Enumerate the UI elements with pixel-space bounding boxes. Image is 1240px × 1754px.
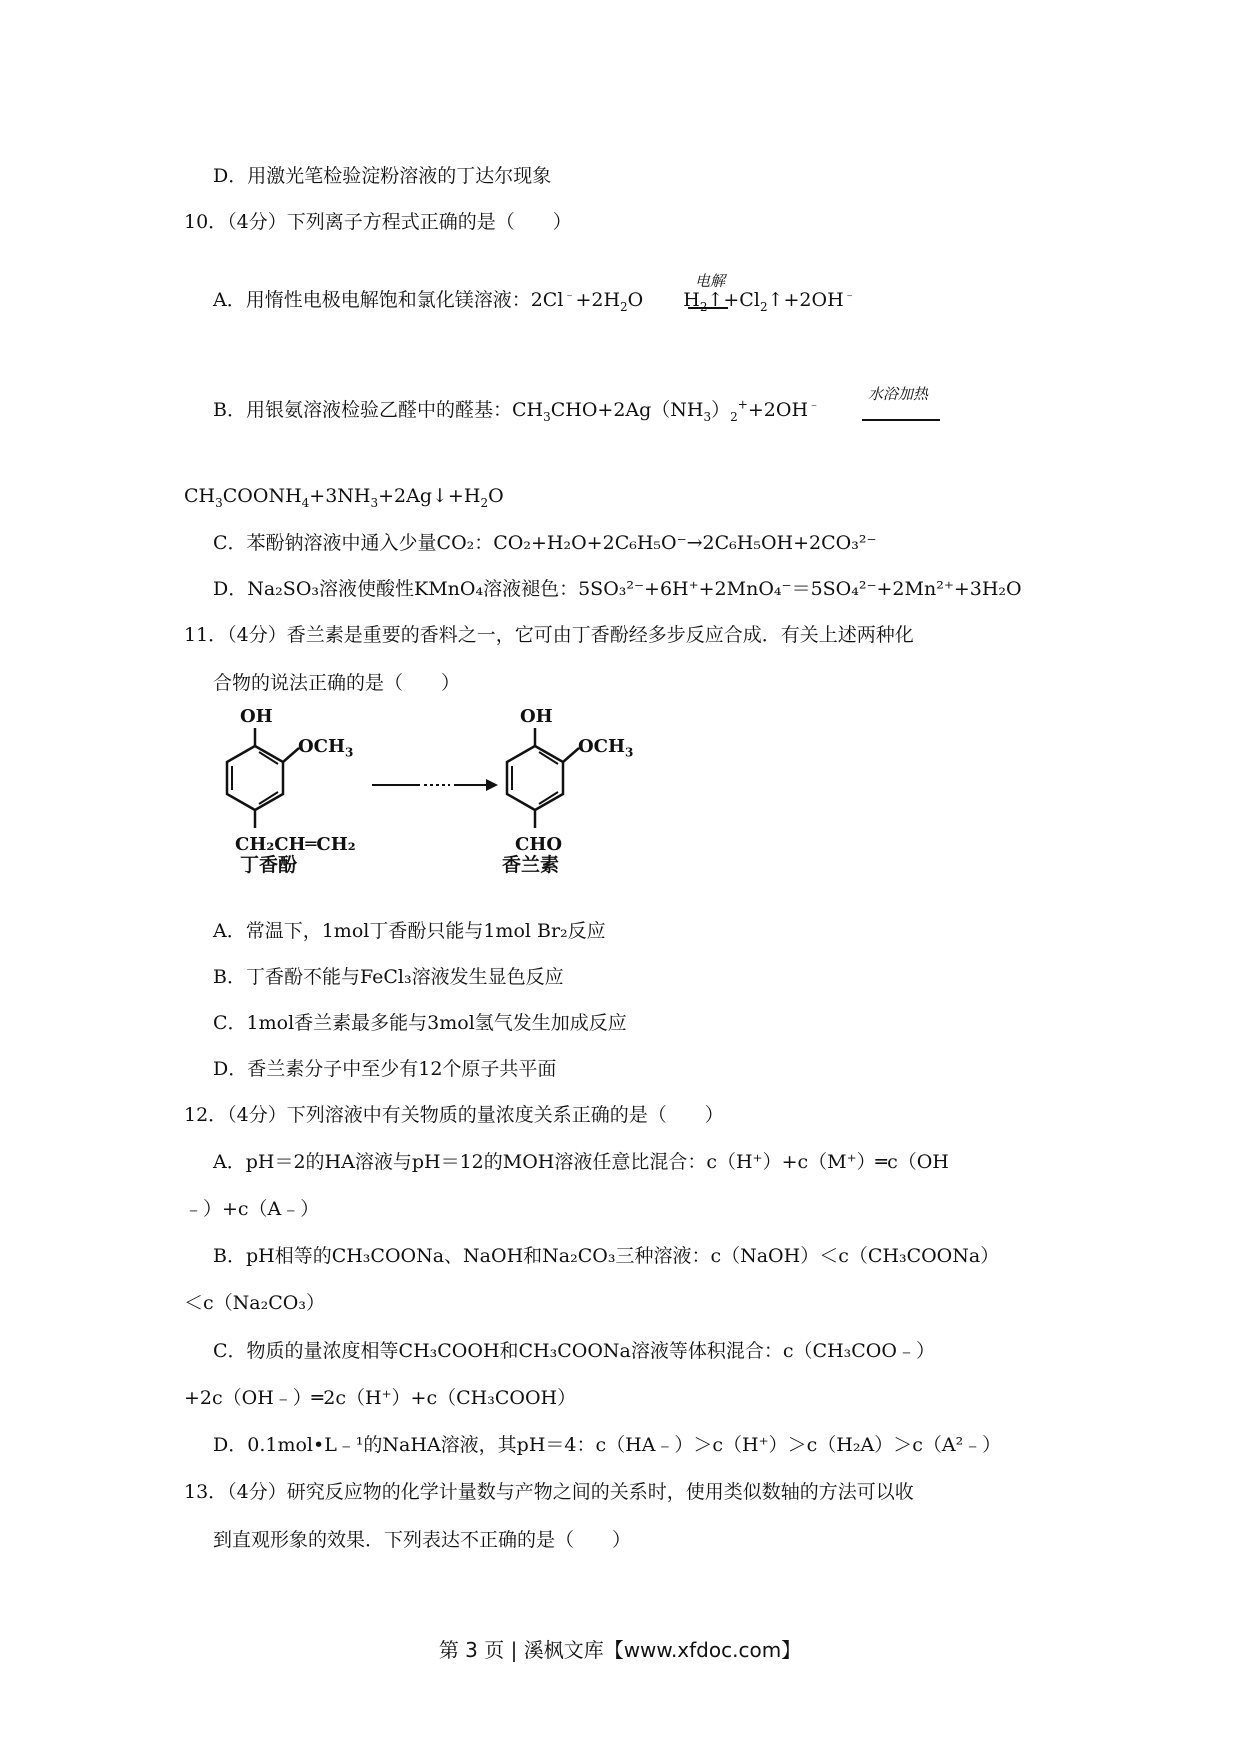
eugenol-oh-label: OH (240, 706, 273, 727)
q10-option-c: C．苯酚钠溶液中通入少量CO₂：CO₂+H₂O+2C₆H₅O⁻→2C₆H₅OH+2CO₃²⁻ (213, 532, 877, 554)
q13-stem-2: 到直观形象的效果．下列表达不正确的是（ ） (213, 1529, 632, 1551)
q12-option-b-line2: ＜c（Na₂CO₃） (184, 1292, 325, 1314)
q13-stem-1: 13．（4分）研究反应物的化学计量数与产物之间的关系时，使用类似数轴的方法可以收 (184, 1481, 914, 1503)
q11-stem-2: 合物的说法正确的是（ ） (213, 672, 461, 694)
vanillin-chain-label: CHO (515, 834, 563, 855)
q11-stem-1: 11．（4分）香兰素是重要的香料之一，它可由丁香酚经多步反应合成．有关上述两种化 (184, 624, 914, 646)
vanillin-oh-label: OH (520, 706, 553, 727)
q12-option-c-line1: C．物质的量浓度相等CH₃COOH和CH₃COONa溶液等体积混合：c（CH₃COO﹣） (213, 1340, 935, 1362)
q11-option-b: B．丁香酚不能与FeCl₃溶液发生显色反应 (213, 966, 564, 988)
eugenol-och3-label: $OCH_3$ (298, 736, 354, 760)
q11-option-a: A．常温下，1mol丁香酚只能与1mol Br₂反应 (213, 920, 606, 942)
page-footer: 第 3 页 | 溪枫文库【www.xfdoc.com】 (438, 1638, 802, 1662)
q10-stem: 10．（4分）下列离子方程式正确的是（ ） (184, 211, 572, 233)
q11-option-d: D．香兰素分子中至少有12个原子共平面 (213, 1058, 557, 1080)
q12-option-b-line1: B．pH相等的CH₃COONa、NaOH和Na₂CO₃三种溶液：c（NaOH）＜c（CH₃COONa） (213, 1245, 1000, 1267)
q12-option-a-line2: ﹣）+c（A﹣） (184, 1198, 320, 1220)
eugenol-chain-label: CH₂CH═CH₂ (235, 834, 356, 855)
q10-option-d: D．Na₂SO₃溶液使酸性KMnO₄溶液褪色：5SO₃²⁻+6H⁺+2MnO₄⁻＝5SO₄²⁻+2Mn²⁺+3H₂O (213, 578, 1022, 600)
vanillin-och3-label: $OCH_3$ (578, 736, 634, 760)
q12-stem: 12．（4分）下列溶液中有关物质的量浓度关系正确的是（ ） (184, 1104, 724, 1126)
q10-option-a: A．用惰性电极电解饱和氯化镁溶液：$2Cl^﹣+2H_2O$ $H_2↑+Cl_2↑+2OH^﹣$ (213, 287, 856, 314)
q9-option-d: D．用激光笔检验淀粉溶液的丁达尔现象 (213, 165, 552, 187)
multistep-arrow (370, 775, 500, 795)
vanillin-structure (495, 708, 655, 868)
water-bath-condition: 水浴加热 (868, 385, 929, 403)
reaction-arrow-line-b (862, 419, 940, 421)
electrolysis-condition: 电解 (695, 272, 726, 290)
vanillin-name: 香兰素 (502, 854, 560, 876)
q12-option-a-line1: A．pH＝2的HA溶液与pH＝12的MOH溶液任意比混合：c（H⁺）+c（M⁺）═c（OH (213, 1151, 949, 1173)
q12-option-c-line2: +2c（OH﹣）═2c（H⁺）+c（CH₃COOH） (184, 1387, 577, 1409)
reaction-arrow-line (688, 307, 728, 309)
q11-option-c: C．1mol香兰素最多能与3mol氢气发生加成反应 (213, 1012, 627, 1034)
q10-option-b: B．用银氨溶液检验乙醛中的醛基：$CH_3CHO+2Ag(NH_3)_2^++2OH^﹣$ (213, 397, 821, 424)
q10-option-b-line2: $CH_3COONH_4+3NH_3+2Ag↓+H_2O$ (184, 485, 504, 510)
eugenol-name: 丁香酚 (240, 854, 298, 876)
q12-option-d: D．0.1mol•L﹣¹的NaHA溶液，其pH＝4：c（HA﹣）＞c（H⁺）＞c（H₂A）＞c（A²﹣） (213, 1434, 1002, 1456)
eugenol-structure (215, 708, 375, 868)
